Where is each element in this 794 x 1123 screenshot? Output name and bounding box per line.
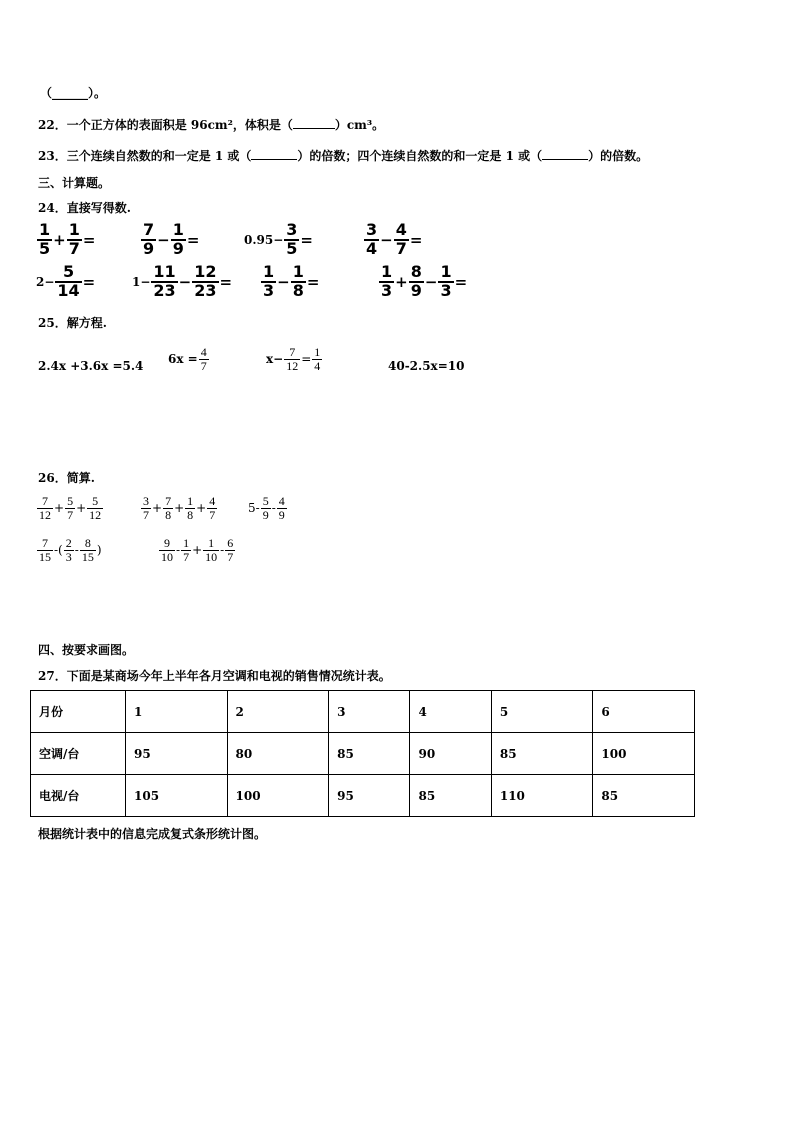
fraction: $\frac{1}{10}$ xyxy=(205,536,218,564)
table-row xyxy=(31,775,695,817)
q22-text-a: 一个正方体的表面积是 96cm²，体积是（ xyxy=(66,118,293,132)
table-row xyxy=(31,733,695,775)
q23-blank-2[interactable] xyxy=(542,149,588,160)
q26-expr-5: $\frac{9}{10}$ - $\frac{1}{7}$ + $\frac{1}{10}$ - $\frac{6}{7}$ xyxy=(161,536,234,564)
fraction: $\frac{4}{7}$ xyxy=(200,345,207,373)
table-cell: 95 xyxy=(329,775,410,817)
fraction: $\frac{7}{15}$ xyxy=(39,536,51,564)
table-cell: 85 xyxy=(593,775,695,817)
fraction: $\frac{4}{9}$ xyxy=(278,494,285,522)
fraction: $\frac{1}{9}$ xyxy=(172,220,184,258)
q25-title: 25．解方程. xyxy=(38,316,107,330)
table-cell: 85 xyxy=(329,733,410,775)
q26-title: 26．简算. xyxy=(38,471,95,485)
q25-eq-1: 2.4x +3.6x =5.4 xyxy=(38,359,144,373)
fraction: $\frac{1}{3}$ xyxy=(440,262,452,300)
table-cell: 85 xyxy=(410,775,491,817)
fraction: $\frac{5}{14}$ xyxy=(57,262,80,300)
fraction: $\frac{8}{9}$ xyxy=(410,262,422,300)
table-cell: 90 xyxy=(410,733,491,775)
fraction: $\frac{1}{3}$ xyxy=(381,262,393,300)
q23-number: 23． xyxy=(38,149,67,163)
q26-expr-3: 5- $\frac{5}{9}$ - $\frac{4}{9}$ xyxy=(248,494,285,522)
fraction: $\frac{4}{7}$ xyxy=(395,220,407,258)
q24-expr-2: $\frac{7}{9}$ − $\frac{1}{9}$ = xyxy=(143,220,200,258)
fraction: $\frac{4}{7}$ xyxy=(209,494,216,522)
fraction: $\frac{5}{9}$ xyxy=(262,494,269,522)
fraction: $\frac{7}{12}$ xyxy=(39,494,51,522)
fraction: $\frac{1}{8}$ xyxy=(292,262,304,300)
q24-expr-8: $\frac{1}{3}$ + $\frac{8}{9}$ − $\frac{1}{3}$ = xyxy=(381,262,468,300)
q26-expr-1: $\frac{7}{12}$ + $\frac{5}{7}$ + $\frac{5}{12}$ xyxy=(39,494,102,522)
q24-expr-3: 0.95− $\frac{3}{5}$ = xyxy=(244,220,313,258)
table-cell: 95 xyxy=(126,733,228,775)
fraction: $\frac{7}{12}$ xyxy=(286,345,299,373)
fraction: $\frac{1}{4}$ xyxy=(314,345,321,373)
q24-expr-4: $\frac{3}{4}$ − $\frac{4}{7}$ = xyxy=(366,220,423,258)
table-cell: 100 xyxy=(227,775,329,817)
fraction: $\frac{12}{23}$ xyxy=(194,262,217,300)
fraction: $\frac{2}{3}$ xyxy=(65,536,72,564)
q23-text-c: ）的倍数。 xyxy=(588,149,649,163)
q24-expr-7: $\frac{1}{3}$ − $\frac{1}{8}$ = xyxy=(263,262,320,300)
q23-text-b: ）的倍数；四个连续自然数的和一定是 1 或（ xyxy=(297,149,543,163)
q24-expr-1: $\frac{1}{5}$ + $\frac{1}{7}$ = xyxy=(39,220,96,258)
table-cell: 6 xyxy=(593,691,695,733)
table-cell: 105 xyxy=(126,775,228,817)
table-cell: 4 xyxy=(410,691,491,733)
table-cell: 1 xyxy=(126,691,228,733)
table-cell: 110 xyxy=(491,775,593,817)
q25-eq-2: 6x = $\frac{4}{7}$ xyxy=(168,345,207,373)
q25-eq-4: 40-2.5x=10 xyxy=(388,359,465,373)
table-cell: 100 xyxy=(593,733,695,775)
q22-blank[interactable] xyxy=(293,118,335,129)
table-cell: 3 xyxy=(329,691,410,733)
table-row xyxy=(31,691,695,733)
fraction: $\frac{7}{8}$ xyxy=(165,494,172,522)
fraction: $\frac{5}{12}$ xyxy=(89,494,102,522)
q26-expr-2: $\frac{3}{7}$ + $\frac{7}{8}$ + $\frac{1}{8}$ + $\frac{4}{7}$ xyxy=(143,494,216,522)
fraction: $\frac{1}{3}$ xyxy=(263,262,275,300)
section-4-heading: 四、按要求画图。 xyxy=(38,643,135,657)
fraction: $\frac{1}{8}$ xyxy=(187,494,194,522)
fraction: $\frac{3}{7}$ xyxy=(143,494,149,522)
q24-title: 24．直接写得数. xyxy=(38,201,131,215)
section-3-heading: 三、计算题。 xyxy=(38,176,111,190)
question-22 xyxy=(38,116,384,133)
fraction: $\frac{6}{7}$ xyxy=(227,536,234,564)
table-cell: 5 xyxy=(491,691,593,733)
table-cell: 空调/台 xyxy=(31,733,126,775)
q22-number: 22． xyxy=(38,118,67,132)
table-cell: 2 xyxy=(227,691,329,733)
question-23 xyxy=(38,147,648,164)
table-cell: 月份 xyxy=(31,691,126,733)
q26-expr-4: $\frac{7}{15}$ -( $\frac{2}{3}$ - $\frac{8}{15}$ ) xyxy=(39,536,102,564)
q23-blank-1[interactable] xyxy=(251,149,297,160)
fraction: $\frac{3}{5}$ xyxy=(286,220,298,258)
q23-text-a: 三个连续自然数的和一定是 1 或（ xyxy=(66,149,252,163)
fraction: $\frac{7}{9}$ xyxy=(143,220,155,258)
fraction: $\frac{11}{23}$ xyxy=(153,262,176,300)
fraction: $\frac{1}{7}$ xyxy=(68,220,80,258)
q22-text-b: ）cm³。 xyxy=(334,118,385,132)
sales-table xyxy=(30,690,695,817)
table-cell: 85 xyxy=(491,733,593,775)
fraction: $\frac{1}{5}$ xyxy=(39,220,51,258)
fraction: $\frac{1}{7}$ xyxy=(183,536,190,564)
table-cell: 80 xyxy=(227,733,329,775)
q27-note: 根据统计表中的信息完成复式条形统计图。 xyxy=(38,827,267,841)
fraction: $\frac{8}{15}$ xyxy=(81,536,94,564)
q24-expr-5: 2− $\frac{5}{14}$ = xyxy=(36,262,96,300)
q21-tail: （______）。 xyxy=(40,86,107,100)
fraction: $\frac{5}{7}$ xyxy=(67,494,74,522)
fraction: $\frac{9}{10}$ xyxy=(161,536,173,564)
fraction: $\frac{3}{4}$ xyxy=(366,220,378,258)
q25-eq-3: x− $\frac{7}{12}$ = $\frac{1}{4}$ xyxy=(266,345,321,373)
q27-title: 27．下面是某商场今年上半年各月空调和电视的销售情况统计表。 xyxy=(38,669,391,683)
table-cell: 电视/台 xyxy=(31,775,126,817)
q24-expr-6: 1− $\frac{11}{23}$ − $\frac{12}{23}$ = xyxy=(132,262,233,300)
